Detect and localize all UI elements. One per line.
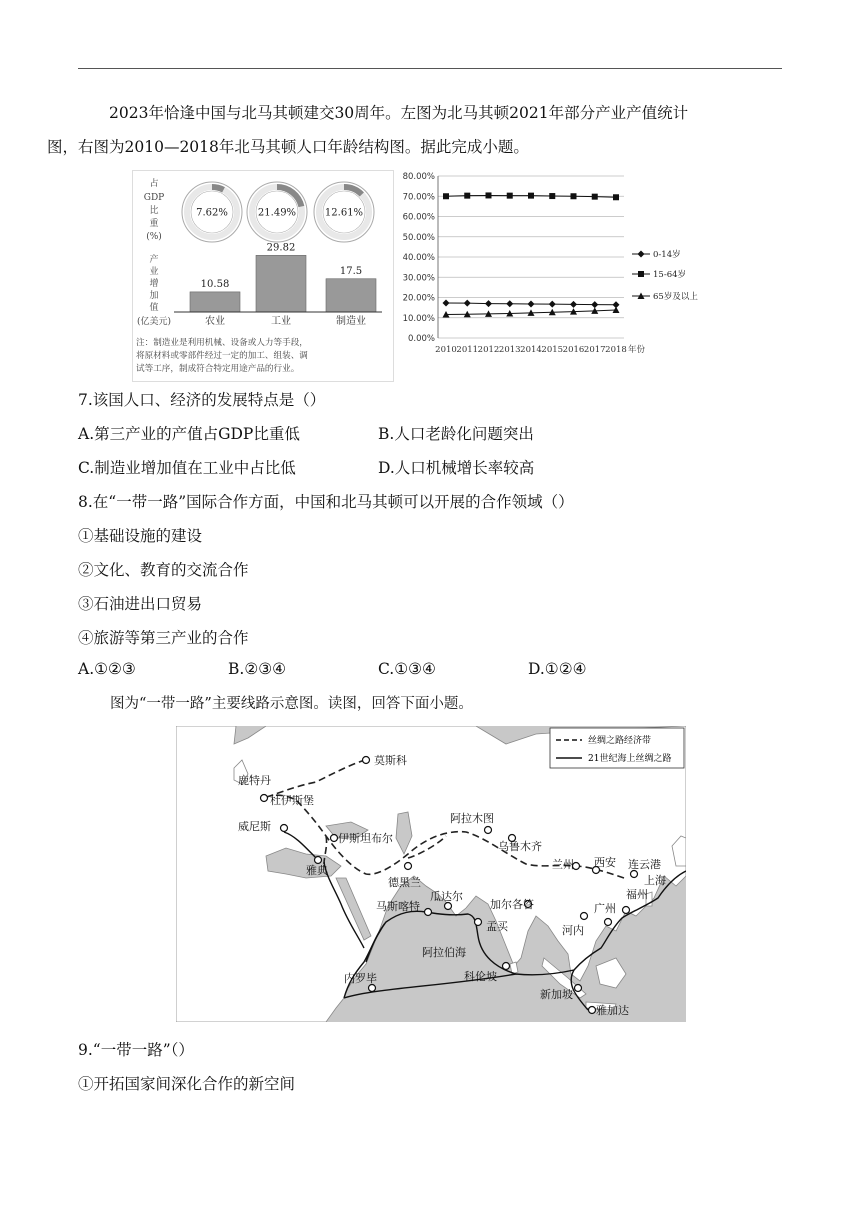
added-label-2: 增 [149,279,159,289]
y-tick-label-7: 70.00% [402,192,435,203]
added-label-1: 业 [149,267,159,277]
tehran-marker [405,863,412,870]
legend-marker-1 [638,271,644,277]
label-tehran: 德黑兰 [388,876,421,889]
fuzhou-marker [623,907,630,914]
series-0-point-3 [506,300,513,307]
athens-marker [315,857,322,864]
label-lanzhou: 兰州 [552,858,574,871]
ratio-label-2: 比 [149,206,159,216]
x-tick-label-6: 2016 [562,345,585,355]
q7-option-d[interactable]: D.人口机械增长率较高 [378,459,535,477]
added-label-3: 加 [149,291,159,301]
added-label-0: 产 [149,255,159,265]
y-tick-label-1: 10.00% [402,313,435,324]
ring-1 [247,182,307,242]
industry-chart [132,170,394,382]
bar-category-label-2: 制造业 [336,316,366,327]
ratio-label-3: 重 [149,219,159,229]
bar-value-label-0: 10.58 [200,278,230,290]
legend-label-2: 65岁及以上 [653,292,698,302]
label-fuzhou: 福州 [626,888,648,901]
label-shanghai: 上海 [644,874,666,887]
note-line-3: 试等工序，制成符合特定用途产品的行业。 [136,364,300,374]
bar-category-label-0: 农业 [205,316,225,327]
ring-0 [182,182,242,242]
q8-item-1: ①基础设施的建设 [78,527,203,545]
ring-segment-0 [212,187,224,190]
legend-label-1: 15-64岁 [653,270,687,280]
q8-item-4: ④旅游等第三产业的合作 [78,629,249,647]
series-0-point-0 [443,299,450,306]
label-lianyungang: 连云港 [628,858,661,871]
x-tick-label-4: 2014 [520,345,542,355]
q8-option-b[interactable]: B.②③④ [228,660,287,678]
x-tick-label-2: 2012 [477,345,500,355]
q8-stem: 8.在“一带一路”国际合作方面，中国和北马其顿可以开展的合作领域（） [78,493,574,511]
ring-label-0: 7.62% [196,207,228,219]
ratio-label-1: GDP [143,193,165,203]
singapore-marker [575,985,582,992]
label-duisburg: 杜伊斯堡 [270,794,314,807]
legend-sea-label: 21世纪海上丝绸之路 [588,754,672,764]
header-rule [78,68,782,69]
note-line-1: 注：制造业是利用机械、设备或人力等手段， [136,338,308,348]
intro-line-1: 2023年恰逢中国与北马其顿建交30周年。左图为北马其顿2021年部分产业产值统计 [109,104,689,122]
series-0-point-1 [464,300,471,307]
hanoi-marker [581,913,588,920]
y-tick-label-2: 20.00% [402,293,435,304]
label-muscat: 马斯喀特 [376,900,420,913]
label-jakarta: 雅加达 [596,1004,629,1017]
venice-marker [281,825,288,832]
bar-0 [190,292,240,312]
muscat-marker [425,909,432,916]
q8-item-2: ②文化、教育的交流合作 [78,561,249,579]
series-1-point-5 [549,193,555,199]
bar-1 [256,255,306,312]
y-tick-label-4: 40.00% [402,253,435,263]
q7-option-a[interactable]: A.第三产业的产值占GDP比重低 [78,425,300,443]
ring-label-2: 12.61% [324,207,364,219]
added-label-4: 值 [149,303,159,313]
colombo-marker [503,963,510,970]
bar-value-label-1: 29.82 [266,242,296,254]
moscow-marker [363,757,370,764]
legend-land-label: 丝绸之路经济带 [588,736,652,746]
label-almaty: 阿拉木图 [450,812,494,825]
x-tick-label-7: 2017 [583,345,606,355]
x-tick-label-1: 2011 [456,345,479,355]
rotterdam-marker [261,795,268,802]
label-athens: 雅典 [306,864,328,877]
ratio-label-4: (%) [146,232,162,242]
x-tick-label-3: 2013 [498,345,521,355]
lianyungang-marker [631,871,638,878]
mumbai-marker [475,919,482,926]
label-venice: 威尼斯 [238,820,271,833]
y-tick-label-3: 30.00% [402,273,435,284]
ratio-label-0: 占 [149,179,159,189]
series-0-point-7 [591,301,598,308]
q8-item-3: ③石油进出口贸易 [78,595,203,613]
q8-option-a[interactable]: A.①②③ [78,660,136,678]
q8-option-c[interactable]: C.①③④ [378,660,436,678]
q8-option-d[interactable]: D.①②④ [528,660,587,678]
intro-paragraph [47,96,778,164]
label-hanoi: 河内 [562,924,584,937]
label-nairobi: 内罗毕 [344,972,377,985]
bar-category-label-1: 工业 [271,316,291,327]
series-1-point-4 [528,193,534,199]
population-chart [396,168,736,360]
series-1-point-8 [613,194,619,200]
series-0-point-6 [570,301,577,308]
y-tick-label-8: 80.00% [402,172,435,182]
note-line-2: 将原材料或零部件经过一定的加工、组装、调 [136,351,308,361]
q7-option-b[interactable]: B.人口老龄化问题突出 [378,425,534,443]
unit-label: (亿美元) [136,317,172,327]
series-0-point-2 [485,300,492,307]
q7-option-c[interactable]: C.制造业增加值在工业中占比低 [78,459,296,477]
bar-value-label-2: 17.5 [339,265,363,277]
map-intro: 图为“一带一路”主要线路示意图。读图，回答下面小题。 [110,696,473,712]
label-arabian-sea: 阿拉伯海 [422,946,466,959]
y-tick-label-0: 0.00% [407,334,435,344]
guangzhou-marker [605,919,612,926]
series-0-point-4 [528,300,535,307]
x-tick-label-5: 2015 [541,345,564,355]
almaty-marker [485,827,492,834]
y-tick-label-6: 60.00% [402,212,435,223]
y-tick-label-5: 50.00% [402,232,435,243]
series-1-point-3 [507,193,513,199]
legend-label-0: 0-14岁 [653,250,681,260]
x-tick-label-0: 2010 [435,345,457,355]
label-urumqi: 乌鲁木齐 [498,840,542,853]
ring-2 [314,182,374,242]
x-tick-label-8: 2018 [605,345,627,355]
gwadar-marker [445,903,452,910]
istanbul-marker [331,835,338,842]
q7-stem: 7.该国人口、经济的发展特点是（） [78,391,326,409]
bar-2 [326,279,376,312]
series-1-point-7 [592,194,598,200]
label-guangzhou: 广州 [594,902,616,915]
nairobi-marker [369,985,376,992]
label-gwadar: 瓜达尔 [430,890,463,903]
q9-stem: 9.“一带一路”（） [78,1041,194,1059]
series-0-point-5 [549,301,556,308]
ring-label-1: 21.49% [257,207,297,219]
jakarta-marker [589,1007,596,1014]
label-singapore: 新加坡 [540,988,573,1001]
label-istanbul: 伊斯坦布尔 [338,832,393,845]
legend-marker-0 [638,251,645,258]
belt-road-map [176,726,686,1022]
series-1-point-1 [464,193,470,199]
series-1-point-6 [571,193,577,199]
label-moscow: 莫斯科 [374,754,407,767]
label-calcutta: 加尔各答 [490,898,534,911]
label-xian: 西安 [594,856,616,869]
label-colombo: 科伦坡 [464,970,497,983]
intro-line-2: 图，右图为2010—2018年北马其顿人口年龄结构图。据此完成小题。 [47,138,529,156]
series-1-point-2 [486,192,492,198]
q9-item-1: ①开拓国家间深化合作的新空间 [78,1075,296,1093]
map-legend [550,728,684,768]
x-axis-label: 年份 [628,345,646,355]
series-1-point-0 [443,193,449,199]
label-mumbai: 孟买 [486,920,508,933]
label-rotterdam: 鹿特丹 [238,774,271,787]
